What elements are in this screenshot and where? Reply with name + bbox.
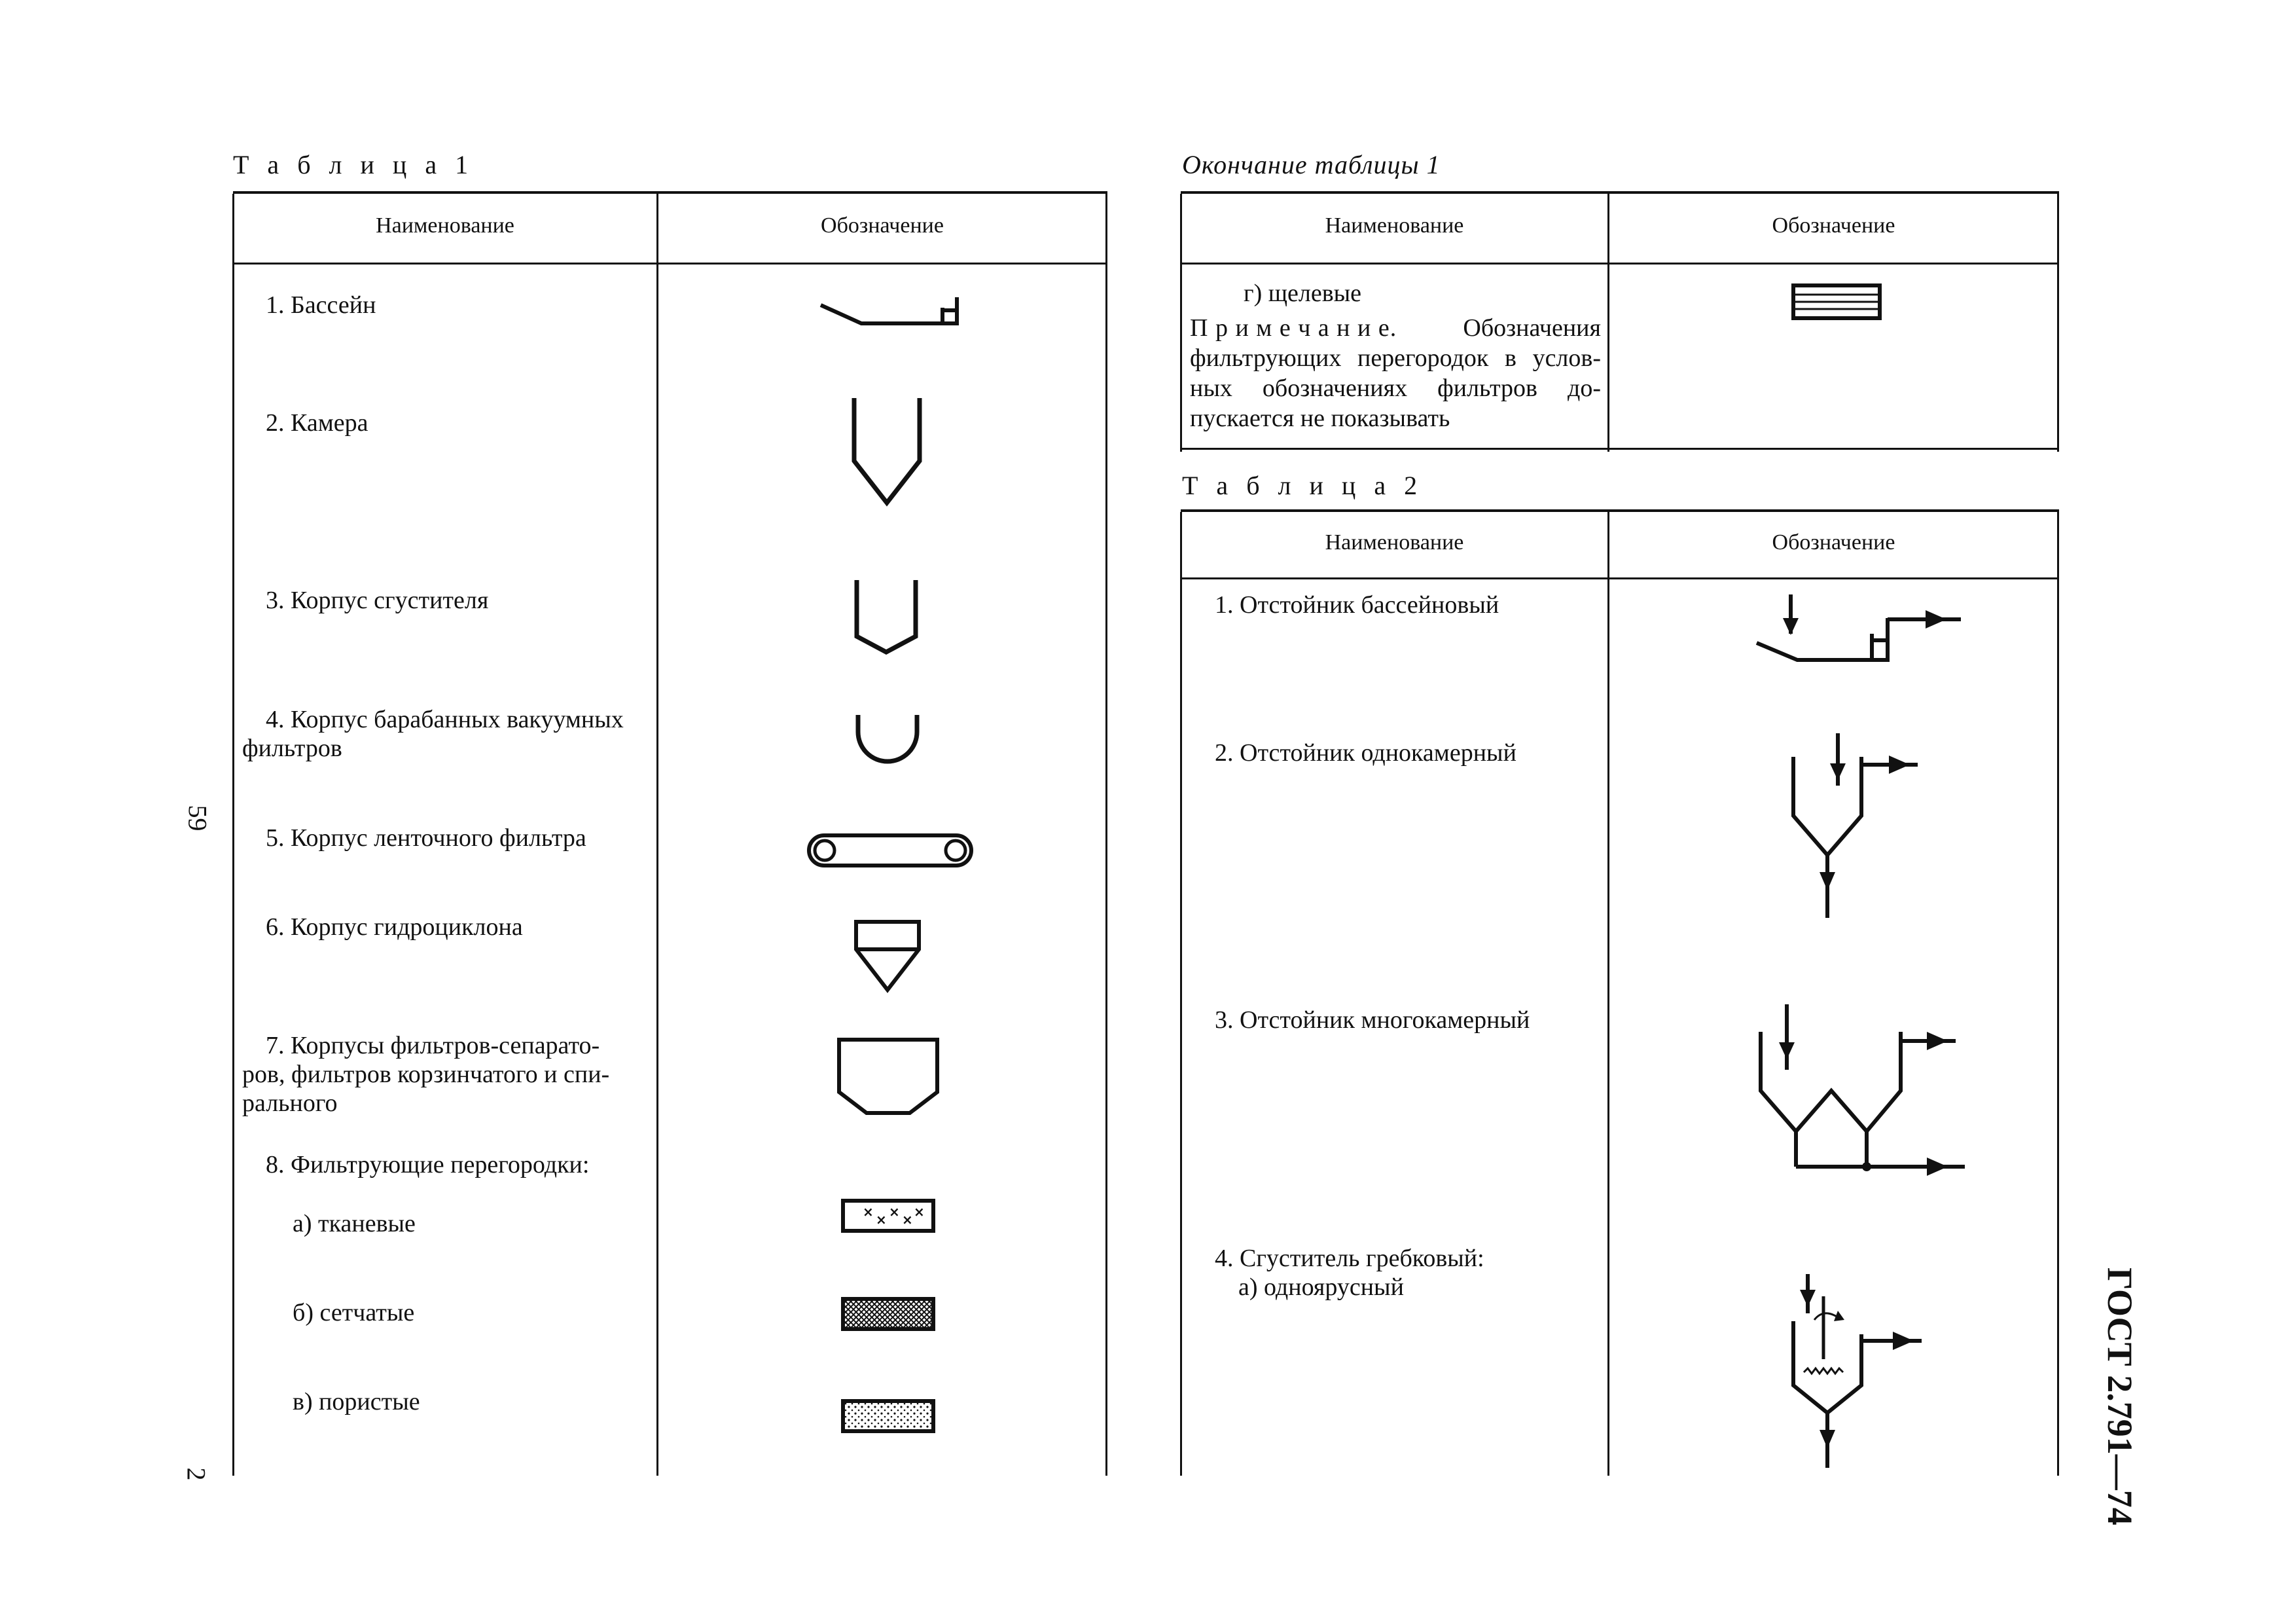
svg-text:×: ×: [889, 1204, 900, 1220]
table2-row-2-label: 2. Отстойник однокамерный: [1215, 739, 1516, 767]
table1-continuation-caption: Окончание таблицы 1: [1182, 150, 1441, 179]
table1-row-1-label: 1. Бассейн: [266, 291, 376, 319]
table2-left-border: [1180, 512, 1182, 1476]
drum-filter-body-icon: [855, 715, 920, 767]
table1-column-divider: [656, 194, 658, 1476]
table1-left-border: [232, 194, 234, 1476]
table1-header-symbol: Обозначение: [821, 213, 944, 238]
table1-row-4-label-cont: фильтров: [242, 735, 342, 762]
table1-row-8a-label: а) тканевые: [293, 1210, 416, 1237]
hydrocyclone-body-icon: [853, 919, 922, 993]
table1-row-7-label-cont2: рального: [242, 1089, 338, 1117]
multi-chamber-settler-icon: [1758, 1004, 1967, 1181]
table1-row-2-label: 2. Камера: [266, 409, 368, 437]
table1-header-name: Наименование: [376, 213, 514, 238]
cont-header-divider: [1181, 263, 2059, 264]
table2-row-3-label: 3. Отстойник многокамерный: [1215, 1006, 1530, 1034]
single-chamber-settler-icon: [1791, 733, 1928, 921]
table1-row-4-label: 4. Корпус барабанных вакуумных: [266, 706, 624, 733]
table1-row-3-label: 3. Корпус сгустителя: [266, 587, 489, 614]
table2-row-1-label: 1. Отстойник бассейновый: [1215, 591, 1499, 619]
table1-row-8-label: 8. Фильтрующие перегородки:: [266, 1151, 590, 1178]
rake-thickener-icon: [1791, 1274, 1936, 1470]
note-line2: фильтрующих перегородок в услов-: [1190, 344, 1601, 372]
table2-right-border: [2057, 512, 2059, 1476]
chamber-icon: [851, 398, 923, 507]
standard-designation: ГОСТ 2.791—74: [2100, 1267, 2140, 1525]
basin-icon: [818, 295, 969, 327]
note-line4: пускается не показывать: [1190, 405, 1450, 432]
fabric-partition-icon: [840, 1198, 936, 1233]
note-line1: Обозначения: [1463, 314, 1601, 342]
table2-row-4a-label: а) одноярусный: [1238, 1273, 1404, 1301]
table1-header-divider: [233, 263, 1107, 264]
table1-row-8c-label: в) пористые: [293, 1388, 420, 1415]
thickener-body-icon: [853, 580, 919, 657]
slotted-partition-icon: [1791, 283, 1882, 321]
table1-caption: Т а б л и ц а 1: [233, 150, 475, 179]
table2-row-4-label: 4. Сгуститель гребковый:: [1215, 1245, 1484, 1272]
mesh-partition-icon: [840, 1296, 936, 1332]
table2-column-divider: [1607, 512, 1609, 1476]
note-prefix: П р и м е ч а н и е.: [1190, 314, 1397, 342]
separator-filter-body-icon: [836, 1037, 940, 1116]
table1-right-border: [1105, 194, 1107, 1476]
cont-bottom-border: [1181, 448, 2059, 450]
basin-settler-icon: [1754, 594, 1964, 666]
table1-row-7-label-cont: ров, фильтров корзинчатого и спи-: [242, 1061, 610, 1088]
note-line3: ных обозначениях фильтров до-: [1190, 374, 1601, 402]
cont-row-label: г) щелевые: [1244, 280, 1362, 307]
svg-text:×: ×: [902, 1212, 913, 1228]
svg-text:×: ×: [863, 1204, 874, 1220]
belt-filter-body-icon: [806, 831, 974, 869]
svg-text:×: ×: [876, 1212, 887, 1228]
table1-row-8b-label: б) сетчатые: [293, 1299, 415, 1326]
cont-header-symbol: Обозначение: [1772, 213, 1895, 238]
porous-partition-icon: [840, 1398, 936, 1434]
table1-row-6-label: 6. Корпус гидроциклона: [266, 913, 523, 941]
table2-header-name: Наименование: [1325, 530, 1464, 555]
table2-header-divider: [1181, 577, 2059, 579]
sheet-number: 2: [181, 1467, 211, 1481]
table1-row-7-label: 7. Корпусы фильтров-сепарато-: [266, 1032, 600, 1059]
cont-header-name: Наименование: [1325, 213, 1464, 238]
page-number: 59: [183, 805, 213, 831]
table2-header-symbol: Обозначение: [1772, 530, 1895, 555]
cont-note: [1190, 313, 1601, 433]
svg-text:×: ×: [914, 1204, 925, 1220]
table1-row-5-label: 5. Корпус ленточного фильтра: [266, 824, 586, 852]
table2-caption: Т а б л и ц а 2: [1182, 471, 1424, 500]
